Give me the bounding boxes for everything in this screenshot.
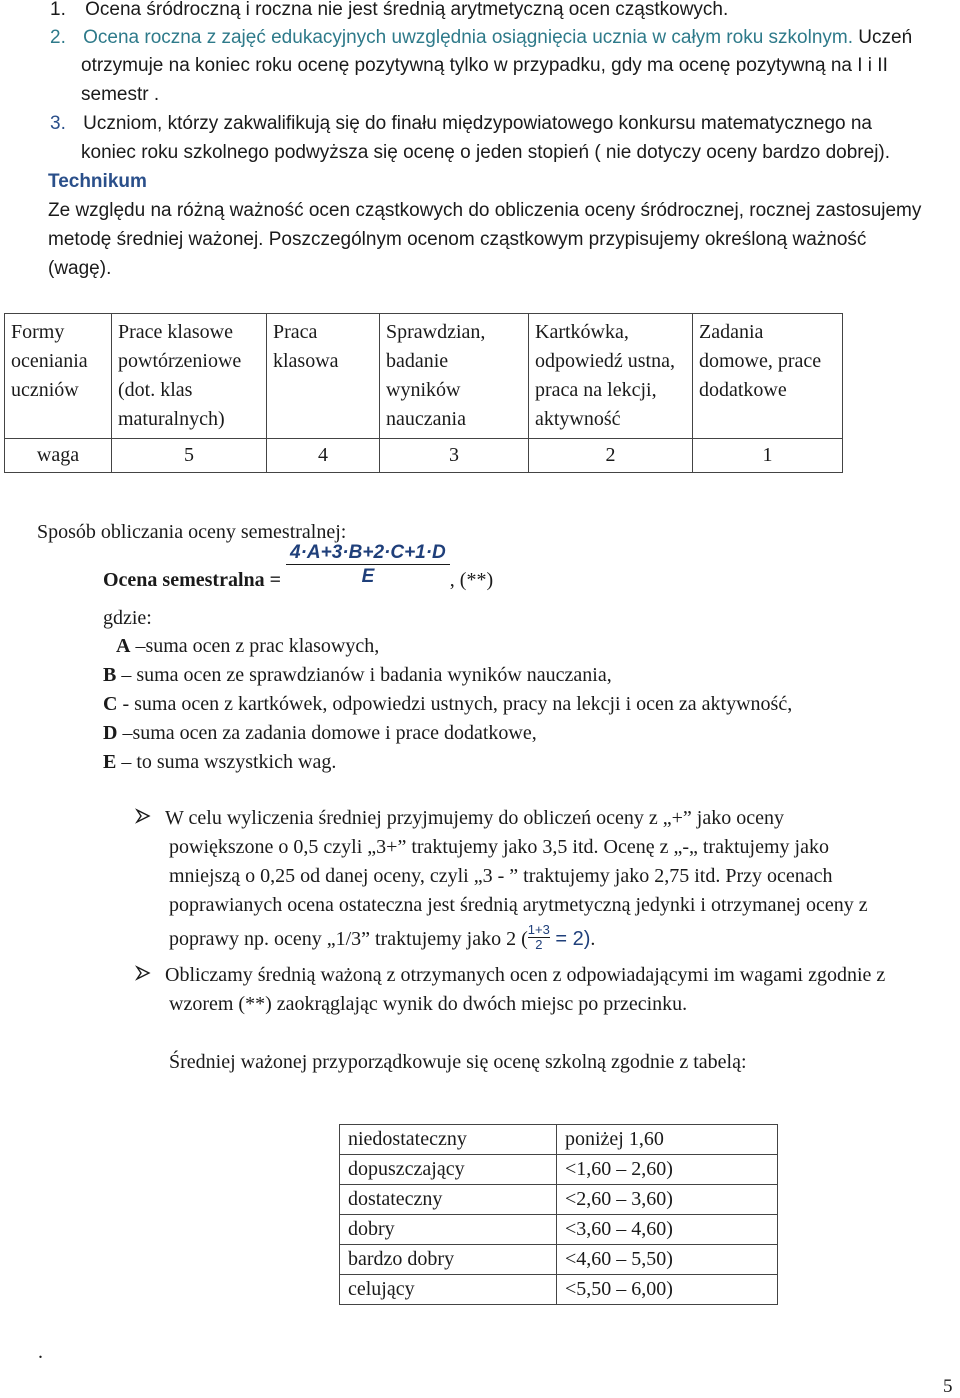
list-number: 2. xyxy=(50,27,66,48)
table-row xyxy=(340,1275,778,1305)
table-cell: poniżej 1,60 xyxy=(557,1125,778,1155)
bullet-item-1 xyxy=(135,804,784,833)
table-row xyxy=(5,439,843,473)
arrowhead-bullet-icon xyxy=(135,961,159,990)
table-cell: 4 xyxy=(267,439,380,473)
table-cell: 3 xyxy=(380,439,529,473)
formula-denominator: E xyxy=(286,564,450,589)
formula-suffix: , (**) xyxy=(449,569,494,592)
definition-item: E – to suma wszystkich wag. xyxy=(103,751,337,773)
list-item-text-green: Ocena roczna z zajęć edukacyjnych uwzględnia osiągnięcia ucznia w całym roku szkolnym. xyxy=(83,27,854,48)
table-cell: <5,50 – 6,00) xyxy=(557,1275,778,1305)
bullet-text: wzorem (**) zaokrąglając wynik do dwóch miejsc po przecinku. xyxy=(169,993,688,1015)
table-cell: Zadania domowe, prace dodatkowe xyxy=(693,314,843,439)
bullet-text: W celu wyliczenia średniej przyjmujemy do obliczeń oceny z „+” jako oceny xyxy=(165,807,784,829)
section-heading: Technikum xyxy=(48,171,147,192)
list-item-3 xyxy=(50,110,872,138)
table-cell: Prace klasowe powtórzeniowe (dot. klas maturalnych) xyxy=(112,314,267,439)
bullet-item-2 xyxy=(135,961,885,990)
weights-table xyxy=(4,313,843,473)
list-item-2-line2: otrzymuje na koniec roku ocenę pozytywną tylko w przypadku, gdy ma ocenę pozytywną na I i II xyxy=(81,55,888,76)
table-cell: 5 xyxy=(112,439,267,473)
table-cell: <1,60 – 2,60) xyxy=(557,1155,778,1185)
definition-item: A –suma ocen z prac klasowych, xyxy=(116,635,380,657)
table-cell: bardzo dobry xyxy=(340,1245,557,1275)
list-item-text: Uczniom, którzy zakwalifikują się do finału międzypowiatowego konkursu matematycznego na xyxy=(83,113,873,134)
list-item-2-line3: semestr . xyxy=(81,84,160,105)
definition-item: D –suma ocen za zadania domowe i prace dodatkowe, xyxy=(103,722,537,744)
table-cell: dopuszczający xyxy=(340,1155,557,1185)
grades-table xyxy=(339,1124,778,1305)
paragraph-line: Ze względu na różną ważność ocen cząstkowych do obliczenia oceny śródrocznej, rocznej zastosujemy xyxy=(48,200,922,221)
table-row xyxy=(340,1125,778,1155)
table-row xyxy=(340,1245,778,1275)
table-cell: Formy oceniania uczniów xyxy=(5,314,112,439)
bullet-text-with-fraction xyxy=(169,921,596,955)
table-cell: Sprawdzian, badanie wyników nauczania xyxy=(380,314,529,439)
table-cell: 2 xyxy=(529,439,693,473)
list-number: 3. xyxy=(50,113,66,134)
paragraph-line: (wagę). xyxy=(48,258,112,279)
definitions-list xyxy=(103,632,792,777)
mini-fraction: $\frac{1+3}{2}$ xyxy=(527,921,550,952)
definition-item: B – suma ocen ze sprawdzianów i badania wyników nauczania, xyxy=(103,664,612,686)
table-cell: Praca klasowa xyxy=(267,314,380,439)
formula xyxy=(103,542,494,595)
mapping-intro: Średniej ważonej przyporządkowuje się ocenę szkolną zgodnie z tabelą: xyxy=(169,1051,747,1073)
mini-fraction-result: = 2) xyxy=(549,928,591,950)
table-row xyxy=(340,1185,778,1215)
bullet-text: poprawianych ocena ostateczna jest średnią arytmetyczną jedynki i otrzymanej oceny z xyxy=(169,894,868,916)
page-number: 5 xyxy=(943,1376,953,1397)
table-header-row xyxy=(5,314,843,439)
bullet-text: mniejszą o 0,25 od danej oceny, czyli „3 - ” traktujemy jako 2,75 itd. Przy ocenach xyxy=(169,865,833,887)
table-cell: dobry xyxy=(340,1215,557,1245)
list-item-text: Uczeń xyxy=(853,27,913,48)
list-item-3-line2: koniec roku szkolnego podwyższa się ocenę o jeden stopień ( nie dotyczy oceny bardzo dobrej). xyxy=(81,142,891,163)
list-item-1 xyxy=(50,0,728,24)
table-cell: <2,60 – 3,60) xyxy=(557,1185,778,1215)
arrowhead-bullet-icon xyxy=(135,804,159,833)
formula-label: Ocena semestralna = xyxy=(103,569,282,592)
list-number: 1. xyxy=(50,0,66,20)
list-item-text: Ocena śródroczną i roczna nie jest średnią arytmetyczną ocen cząstkowych. xyxy=(85,0,729,20)
formula-numerator: 4·A+3·B+2·C+1·D xyxy=(290,542,446,563)
paragraph-line: metodę średniej ważonej. Poszczególnym ocenom cząstkowym przypisujemy określoną ważność xyxy=(48,229,867,250)
formula-fraction xyxy=(286,542,450,589)
table-cell: celujący xyxy=(340,1275,557,1305)
list-item-2 xyxy=(50,24,955,52)
table-cell: 1 xyxy=(693,439,843,473)
method-title: Sposób obliczania oceny semestralnej: xyxy=(37,521,347,543)
bullet-text: powiększone o 0,5 czyli „3+” traktujemy jako 3,5 itd. Ocenę z „-„ traktujemy jako xyxy=(169,836,829,858)
definition-item: C - suma ocen z kartkówek, odpowiedzi ustnych, pracy na lekcji i ocen za aktywność, xyxy=(103,693,793,715)
table-cell: dostateczny xyxy=(340,1185,557,1215)
bullet-text: poprawy np. oceny „1/3” traktujemy jako 2 ( xyxy=(169,928,528,950)
bullet-text: . xyxy=(590,928,596,950)
table-cell: <3,60 – 4,60) xyxy=(557,1215,778,1245)
where-label: gdzie: xyxy=(103,607,152,629)
table-cell: Kartkówka, odpowiedź ustna, praca na lekcji, aktywność xyxy=(529,314,693,439)
bullet-text: Obliczamy średnią ważoną z otrzymanych ocen z odpowiadającymi im wagami zgodnie z xyxy=(165,964,886,986)
footer-dot: . xyxy=(38,1341,43,1363)
table-cell: waga xyxy=(5,439,112,473)
table-row xyxy=(340,1155,778,1185)
table-row xyxy=(340,1215,778,1245)
table-cell: niedostateczny xyxy=(340,1125,557,1155)
table-cell: <4,60 – 5,50) xyxy=(557,1245,778,1275)
